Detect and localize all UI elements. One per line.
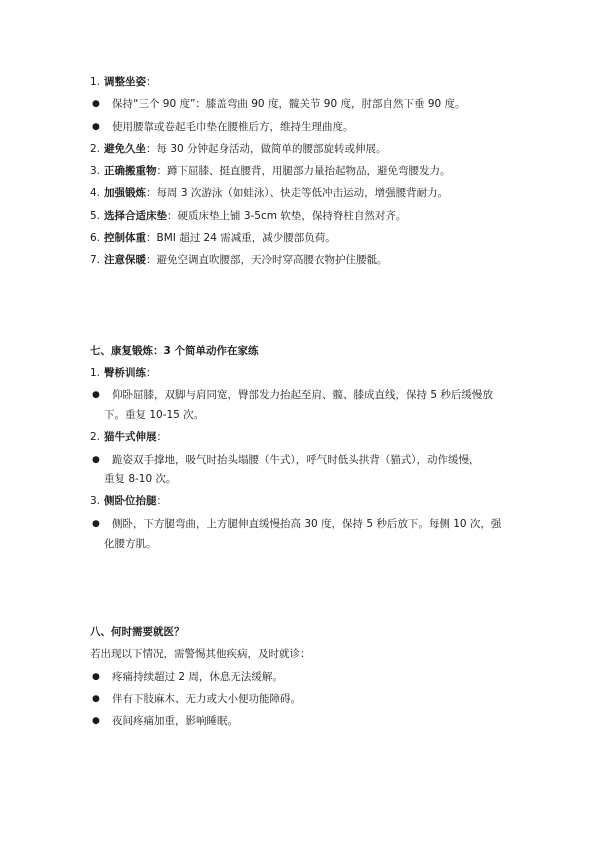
bullet-text-continued: 重复 8-10 次。	[104, 473, 177, 485]
item-title: 正确搬重物	[104, 165, 157, 177]
bullet-icon: ●	[92, 99, 100, 109]
item-rest: ：避免空调直吹腰部，天冷时穿高腰衣物护住腰骶。	[146, 254, 388, 266]
bullet-icon: ●	[92, 716, 100, 726]
bullet-icon: ●	[92, 122, 100, 132]
item-text	[104, 231, 336, 245]
item-text	[104, 164, 451, 178]
item-rest: ：每周 3 次游泳（如蛙泳）、快走等低冲击运动，增强腰背耐力。	[146, 187, 449, 199]
item-rest: ：	[156, 495, 167, 507]
item-number: 2.	[90, 143, 101, 155]
item-title: 臀桥训练	[104, 367, 146, 379]
item-rest: ：硬质床垫上铺 3-5cm 软垫，保持脊柱自然对齐。	[167, 210, 407, 222]
item-number: 1.	[90, 76, 101, 88]
item-text	[104, 430, 167, 444]
bullet-text: 疼痛持续超过 2 周，休息无法缓解。	[112, 671, 283, 683]
section-7-heading: 七、康复锻炼：3 个简单动作在家练	[90, 345, 259, 357]
section-8-heading: 八、何时需要就医？	[90, 626, 185, 638]
section-8-intro: 若出现以下情况，需警惕其他疾病，及时就诊：	[90, 648, 311, 660]
item-number: 3.	[90, 495, 101, 507]
item-title: 侧卧位抬腿	[104, 495, 157, 507]
item-rest: ：蹲下屈膝、挺直腰背，用腿部力量抬起物品，避免弯腰发力。	[156, 165, 451, 177]
bullet-icon: ●	[92, 390, 100, 400]
item-rest: ：BMI 超过 24 需减重，减少腰部负荷。	[146, 232, 336, 244]
item-number: 7.	[90, 254, 101, 266]
item-title: 猫牛式伸展	[104, 431, 157, 443]
bullet-icon: ●	[92, 519, 100, 529]
item-title: 加强锻炼	[104, 187, 146, 199]
item-rest: ：	[146, 76, 157, 88]
item-number: 4.	[90, 187, 101, 199]
item-text	[104, 186, 448, 200]
bullet-text-continued: 化腰方肌。	[104, 538, 157, 550]
item-text	[104, 142, 387, 156]
bullet-text: 侧卧，下方腿弯曲，上方腿伸直缓慢抬高 30 度，保持 5 秒后放下。每侧 10 次，强	[112, 518, 502, 530]
item-text	[104, 494, 167, 508]
item-number: 5.	[90, 210, 101, 222]
bullet-text-continued: 下。重复 10-15 次。	[104, 409, 205, 421]
item-title: 选择合适床垫	[104, 210, 167, 222]
bullet-text: 使用腰靠或卷起毛巾垫在腰椎后方，维持生理曲度。	[112, 121, 354, 133]
item-rest: ：	[146, 367, 157, 379]
item-rest: ：	[156, 431, 167, 443]
item-number: 2.	[90, 431, 101, 443]
bullet-text: 跪姿双手撑地，吸气时抬头塌腰（牛式），呼气时低头拱背（猫式），动作缓慢，	[112, 454, 480, 466]
bullet-icon: ●	[92, 455, 100, 465]
item-text	[104, 253, 388, 267]
bullet-text: 仰卧屈膝，双脚与肩同宽，臀部发力抬起至肩、髋、膝成直线，保持 5 秒后缓慢放	[112, 389, 493, 401]
item-title: 控制体重	[104, 232, 146, 244]
bullet-icon: ●	[92, 694, 100, 704]
bullet-text: 保持“三个 90 度”：膝盖弯曲 90 度，髋关节 90 度，肘部自然下垂 90 度。	[112, 98, 466, 110]
item-title: 避免久坐	[104, 143, 146, 155]
bullet-text: 伴有下肢麻木、无力或大小便功能障碍。	[112, 693, 301, 705]
item-text	[104, 209, 406, 223]
item-title: 调整坐姿	[104, 76, 146, 88]
item-text	[104, 75, 157, 89]
item-number: 3.	[90, 165, 101, 177]
bullet-icon: ●	[92, 672, 100, 682]
item-text	[104, 366, 157, 380]
item-number: 6.	[90, 232, 101, 244]
item-title: 注意保暖	[104, 254, 146, 266]
item-number: 1.	[90, 367, 101, 379]
item-rest: ：每 30 分钟起身活动，做简单的腰部旋转或伸展。	[146, 143, 387, 155]
bullet-text: 夜间疼痛加重，影响睡眠。	[112, 715, 238, 727]
